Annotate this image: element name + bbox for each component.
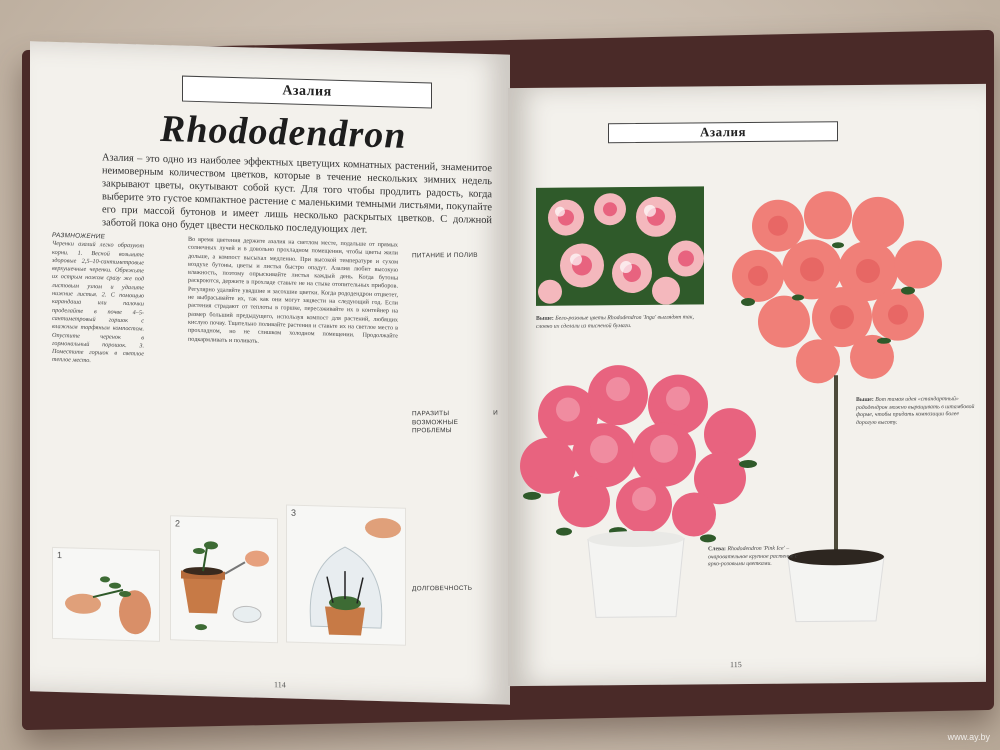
section-label: Азалия [182,76,432,109]
step-photo-1 [52,547,160,642]
page-title: Rhododendron [160,107,407,157]
potting-image [171,516,278,643]
page-number: 114 [274,680,286,690]
cutting-hands-image [53,548,160,642]
feeding-heading: ПИТАНИЕ И ПОЛИВ [412,251,478,260]
caption-top-label: Выше: [536,315,554,322]
caption-right [856,396,976,427]
propagation-column [52,232,144,367]
step-photo-2 [170,515,278,643]
caption-left [708,545,808,569]
step-number: 2 [175,518,181,529]
right-page [508,84,986,686]
caption-right-text: Вот тамая идея «стандартный» рододендрон можно выращивать в штамбовой форме, чтобы придать композиции более дорогую высоту. [856,396,975,426]
watermark: www.ay.by [947,732,990,742]
intro-paragraph: Азалия – это одно из наиболее эффектных цветущих комнатных растений, знаменитое неимоверным количеством цветков, которые в течение нескольких зимних недель закрывают цветы, окутывают собой куст. Для того чтобы продлить радость, когда выберите это густое компактное растение с маленькими темными листьями, покупайте его при массой бутонов и имеет лишь несколько раскрытых цветков. С должной заботой пока оно будет цвести несколько последующих лет. [102,152,492,236]
longevity-heading: ДОЛГОВЕЧНОСТЬ [412,585,473,593]
pink-ice-azalea-photo [508,354,770,626]
step-photo-3 [286,504,406,645]
step-number: 3 [291,507,297,518]
inga-flower-photo [536,186,704,305]
caption-top-text: Бело-розовые цветы Rhododendron 'Inga' выглядят так, словно их сделали из тисненой бумаги. [536,314,694,330]
feeding-column [412,252,498,594]
caption-left-text: Rhododendron 'Pink Ice' – очаровательное крупное растение с ярко-розовыми цветками. [708,545,798,568]
propagation-text: Черенки азалий легко образуют корни. 1. Весной возьмите здоровые 2,5–10-сантиметровые верхушечные черенки. Обрежьте их острым ножом сразу же под листовым узлом и удалите нижние листья. 2. С помощью карандаша или палочки проделайте в почве 4–5-сантиметровый горшок с влажным торфяным компостом. Опустите черенок в гормональный порошок. 3. Поместите горшок в светлое теплое место. [52,240,144,365]
plastic-bag-cover-image [287,505,406,645]
page-number: 115 [730,660,742,670]
caption-top [536,314,706,331]
propagation-heading: РАЗМНОЖЕНИЕ [52,231,106,241]
caption-right-label: Выше: [856,396,874,404]
caption-left-label: Слева: [708,546,726,553]
pests-heading: ПАРАЗИТЫ И ВОЗМОЖНЫЕ ПРОБЛЕМЫ [412,409,498,435]
step-number: 1 [57,550,63,561]
section-label: Азалия [608,121,838,143]
care-column: Во время цветения держите азалия на светлом месте, подальше от прямых солнечных лучей и в довольно прохладном помещении, чтобы цветы жили дольше, а компост высыхал медленно. При высокой температуре и сухом воздухе бутоны, цветы и листья быстро опадут. Азалия любит высокую влажность, поэтому опрыскивайте листья каждый день. Когда бутоны раскроются, держите в прохладе ставьте не на стыке отопительных приборов. Регулярно удаляйте увядшие и засохшие цветки. Когда рододендрон отцветет, не выбрасывайте их, так как они могут зацвести на следующий год. Если растения страдают от теплоты в горшке, пересаживайте их в контейнер на размер больший предыдущего, используя компост для растений, любящих кислую почву. Тщательно поливайте растения и ставьте их на светлое место в прохладном, но не слишком холодном помещении. Продолжайте подкармливать и поливать. [188,235,398,345]
